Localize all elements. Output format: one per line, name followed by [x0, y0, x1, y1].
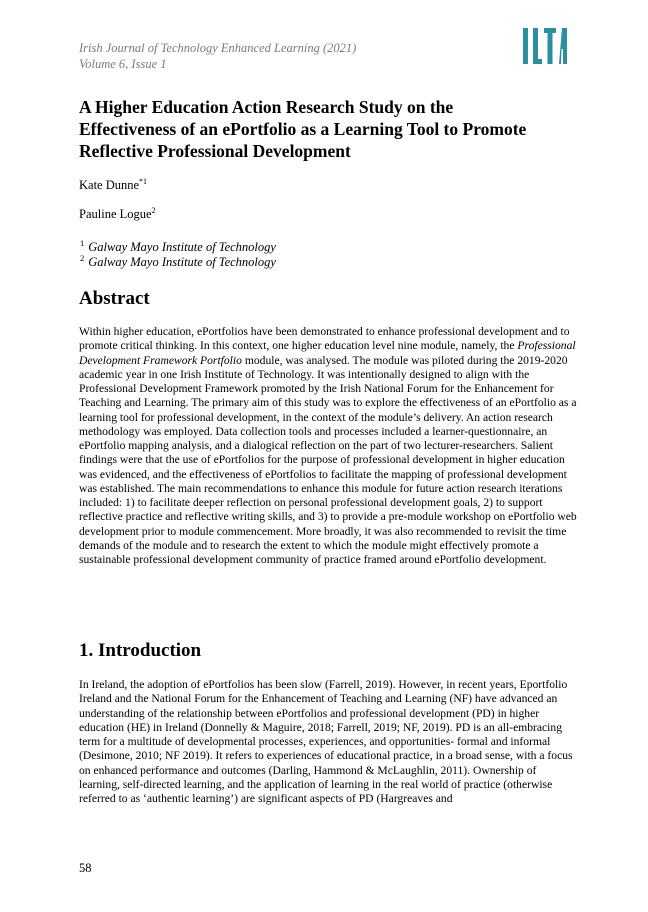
- affiliation-institution: Galway Mayo Institute of Technology: [88, 240, 276, 254]
- journal-header: [79, 40, 356, 72]
- author-marker: 2: [151, 205, 156, 215]
- abstract-text: [79, 325, 579, 567]
- abstract-text-part-2: module, was analysed. The module was piloted during the 2019-2020 academic year in one Irish Institute of Technology. It was intentionally designed to align with the Professional Development Framework promoted by the Irish National Forum for the Enhancement for Teaching and Learning. The primary aim of this study was to explore the effectiveness of an ePortfolio as a learning tool for professional development, in the context of the module’s delivery. An action research methodology was employed. Data collection tools and processes included a learner-questionnaire, an ePortfolio mapping analysis, and a dialogical reflection on the part of two lecturer-researchers. Salient findings were that the use of ePortfolios for the purpose of professional development in higher education was evidenced, and the effectiveness of ePortfolios to facilitate the mapping of professional development was established. The main recommendations to enhance this module for future action research iterations included: 1) to facilitate deeper reflection on personal professional development goals, 2) to support reflective practice and reflective writing skills, and 3) to provide a pre-module workshop on ePortfolio web development prior to module commencement. More broadly, it was also recommended to revisit the time demands of the module and to research the extent to which the module might effectively promote a sustainable professional development community of practice framed around ePortfolio development.: [79, 353, 577, 566]
- affiliation-2: [80, 252, 276, 270]
- introduction-heading: 1. Introduction: [79, 640, 202, 661]
- affiliation-marker: 1: [80, 237, 85, 248]
- author-name: Kate Dunne: [79, 178, 140, 192]
- journal-volume-issue: Volume 6, Issue 1: [79, 57, 167, 71]
- module-name: Professional Development Framework Portfolio: [79, 339, 576, 367]
- abstract-text-part-1: Within higher education, ePortfolios have been demonstrated to enhance professional development and to promote critical thinking. In this context, one higher education level nine module, namely, the: [79, 325, 570, 353]
- affiliation-1: [80, 237, 276, 255]
- author-marker: *1: [139, 176, 148, 186]
- page-number: 58: [79, 861, 92, 875]
- author-2: [79, 207, 156, 222]
- paper-title: A Higher Education Action Research Study on the Effectiveness of an ePortfolio as a Learning Tool to Promote Reflective Professional Development: [79, 97, 527, 161]
- introduction-text: In Ireland, the adoption of ePortfolios has been slow (Farrell, 2019). However, in recent years, Eportfolio Ireland and the National Forum for the Enhancement of Teaching and Learning (NF) have advanced an understanding of the relationship between ePortfolios and professional development (PD) in higher education (HE) in Ireland (Donnelly & Maguire, 2018; Farrell, 2019; NF, 2019). PD is an all-embracing term for a multitude of developmental processes, experiences, and opportunities- formal and informal (Desimone, 2010; NF 2019). It refers to experiences of educational practice, in a broad sense, with a focus on enhanced performance and outcomes (Darling, Hammond & McLaughlin, 2011). Ownership of learning, self-directed learning, and the application of learning in the real world of practice (otherwise referred to as ‘authentic learning’) are significant aspects of PD (Hargreaves and: [79, 678, 573, 805]
- ilta-logo: [522, 27, 568, 65]
- author-1: [79, 178, 147, 193]
- affiliations: [80, 237, 276, 270]
- affiliation-institution: Galway Mayo Institute of Technology: [88, 255, 276, 269]
- affiliation-marker: 2: [80, 252, 85, 263]
- journal-name: Irish Journal of Technology Enhanced Learning (2021): [79, 41, 357, 55]
- author-name: Pauline Logue: [79, 207, 152, 221]
- abstract-heading: Abstract: [79, 288, 150, 309]
